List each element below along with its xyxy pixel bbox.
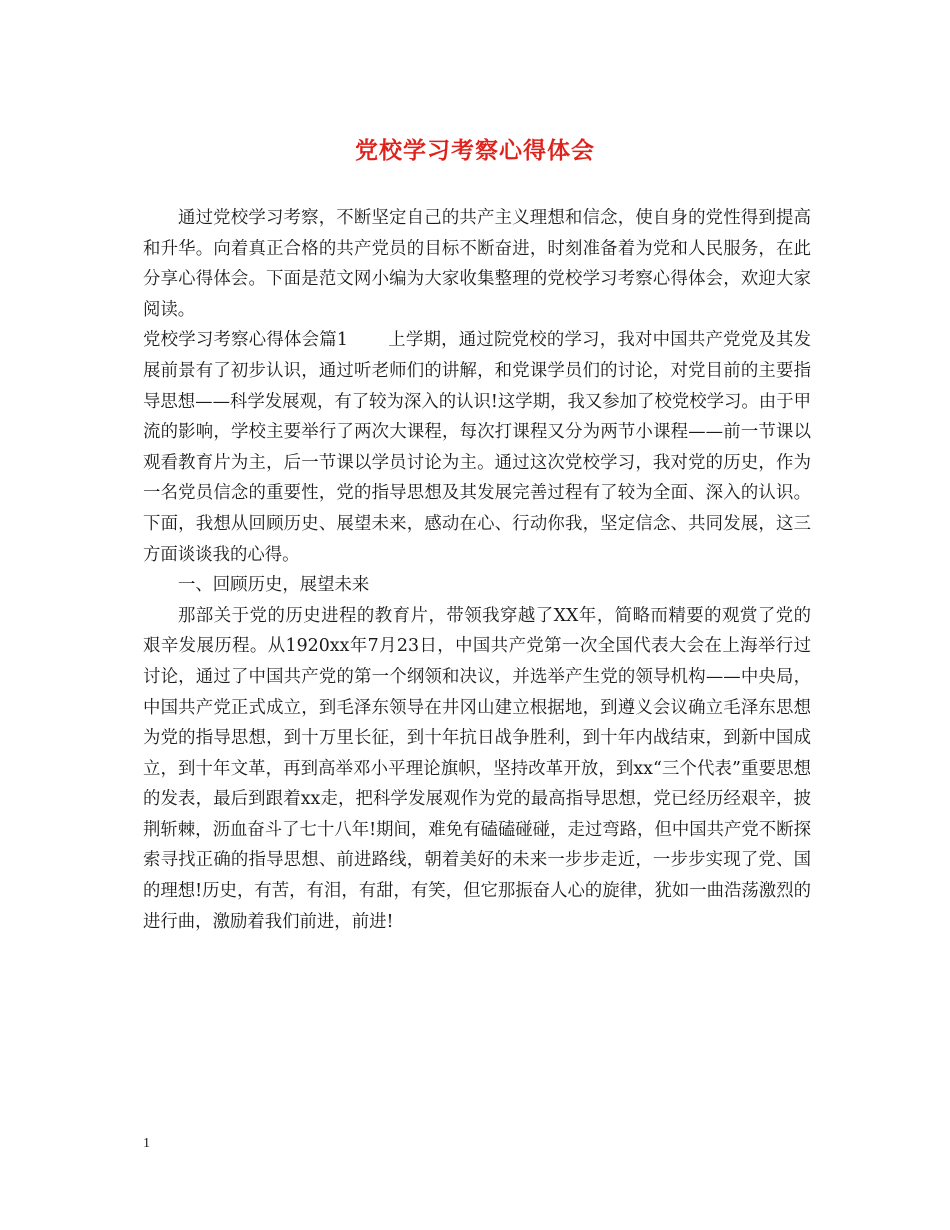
document-body [143,203,811,937]
intro-paragraph: 通过党校学习考察，不断坚定自己的共产主义理想和信念，使自身的党性得到提高和升华。向着真正合格的共产党员的目标不断奋进，时刻准备着为党和人民服务，在此分享心得体会。下面是范文网小编为大家收集整理的党校学习考察心得体会，欢迎大家阅读。 [143,208,811,320]
section-paragraph: 那部关于党的历史进程的教育片，带领我穿越了XX年，简略而精要的观赏了党的艰辛发展历程。从1920xx年7月23日，中国共产党第一次全国代表大会在上海举行过讨论，通过了中国共产党的第一个纲领和决议，并选举产生党的领导机构——中央局，中国共产党正式成立，到毛泽东领导在井冈山建立根据地，到遵义会议确立毛泽东思想为党的指导思想，到十万里长征，到十年抗日战争胜利，到十年内战结束，到新中国成立，到十年文革，再到高举邓小平理论旗帜，坚持改革开放，到xx“三个代表”重要思想的发表，最后到跟着xx走，把科学发展观作为党的最高指导思想，党已经历经艰辛，披荆斩棘，沥血奋斗了七十八年!期间，难免有磕磕碰碰，走过弯路，但中国共产党不断探索寻找正确的指导思想、前进路线，朝着美好的未来一步步走近，一步步实现了党、国的理想!历史，有苦，有泪，有甜，有笑，但它那振奋人心的旋律，犹如一曲浩荡激烈的进行曲，激励着我们前进，前进! [143,605,811,932]
article-label: 党校学习考察心得体会篇1 [143,330,348,351]
article-paragraph [143,325,811,570]
document-title: 党校学习考察心得体会 [355,137,595,164]
section-heading: 一、回顾历史，展望未来 [178,575,370,596]
article-body: 上学期，通过院党校的学习，我对中国共产党党及其发展前景有了初步认识，通过听老师们的讲解，和党课学员们的讨论，对党目前的主要指导思想——科学发展观，有了较为深入的认识!这学期，我又参加了校党校学习。由于甲流的影响，学校主要举行了两次大课程，每次打课程又分为两节小课程——前一节课以观看教育片为主，后一节课以学员讨论为主。通过这次党校学习，我对党的历史，作为一名党员信念的重要性，党的指导思想及其发展完善过程有了较为全面、深入的认识。下面，我想从回顾历史、展望未来，感动在心、行动你我，坚定信念、共同发展，这三方面谈谈我的心得。 [143,330,811,565]
page-number: 1 [143,1136,150,1151]
